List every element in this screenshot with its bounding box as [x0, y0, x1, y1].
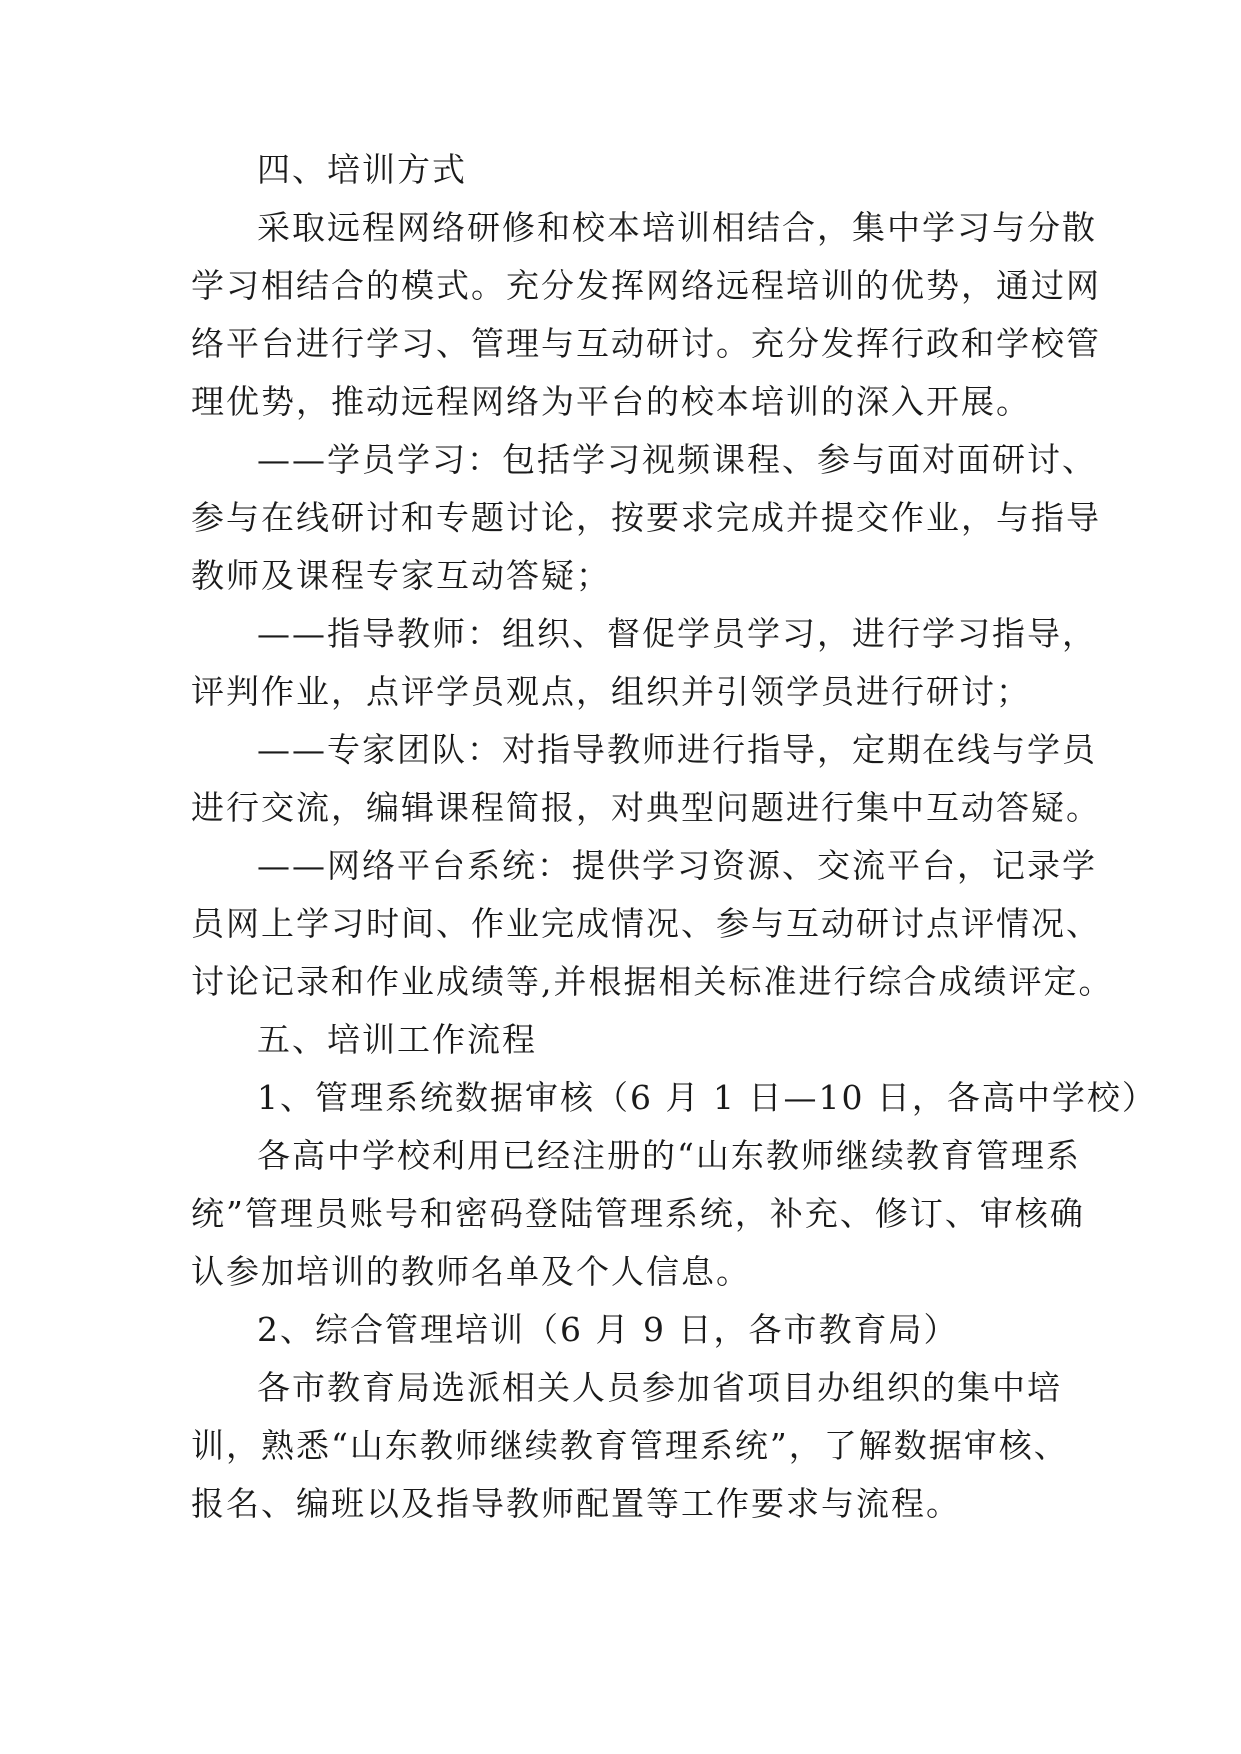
paragraph-line: 理优势，推动远程网络为平台的校本培训的深入开展。 — [191, 382, 1031, 421]
paragraph-line: 员网上学习时间、作业完成情况、参与互动研讨点评情况、 — [191, 904, 1101, 943]
paragraph-line: 讨论记录和作业成绩等,并根据相关标准进行综合成绩评定。 — [191, 962, 1114, 1001]
paragraph-line: ——学员学习：包括学习视频课程、参与面对面研讨、 — [257, 440, 1097, 479]
paragraph-line: 评判作业，点评学员观点，组织并引领学员进行研讨； — [191, 672, 1031, 711]
paragraph-line: ——网络平台系统：提供学习资源、交流平台，记录学 — [257, 846, 1097, 885]
paragraph-line: 进行交流，编辑课程简报，对典型问题进行集中互动答疑。 — [191, 788, 1101, 827]
section-heading-workflow: 五、培训工作流程 — [257, 1020, 537, 1059]
paragraph-line: 认参加培训的教师名单及个人信息。 — [191, 1252, 751, 1291]
paragraph-line: 教师及课程专家互动答疑； — [191, 556, 611, 595]
paragraph-line: 学习相结合的模式。充分发挥网络远程培训的优势，通过网 — [191, 266, 1101, 305]
subsection-heading: 1、管理系统数据审核（6 月 1 日—10 日，各高中学校） — [257, 1078, 1157, 1117]
paragraph-line: 统”管理员账号和密码登陆管理系统，补充、修订、审核确 — [191, 1194, 1085, 1233]
paragraph-line: 各市教育局选派相关人员参加省项目办组织的集中培 — [257, 1368, 1062, 1407]
paragraph-line: 各高中学校利用已经注册的“山东教师继续教育管理系 — [257, 1136, 1081, 1175]
subsection-heading: 2、综合管理培训（6 月 9 日，各市教育局） — [257, 1310, 959, 1349]
section-heading-training-method: 四、培训方式 — [257, 150, 467, 189]
paragraph-line: ——指导教师：组织、督促学员学习，进行学习指导， — [257, 614, 1097, 653]
paragraph-line: 报名、编班以及指导教师配置等工作要求与流程。 — [191, 1484, 961, 1523]
paragraph-line: 采取远程网络研修和校本培训相结合，集中学习与分散 — [257, 208, 1097, 247]
paragraph-line: 训，熟悉“山东教师继续教育管理系统”，了解数据审核、 — [191, 1426, 1069, 1465]
paragraph-line: ——专家团队：对指导教师进行指导，定期在线与学员 — [257, 730, 1097, 769]
paragraph-line: 参与在线研讨和专题讨论，按要求完成并提交作业，与指导 — [191, 498, 1101, 537]
paragraph-line: 络平台进行学习、管理与互动研讨。充分发挥行政和学校管 — [191, 324, 1101, 363]
